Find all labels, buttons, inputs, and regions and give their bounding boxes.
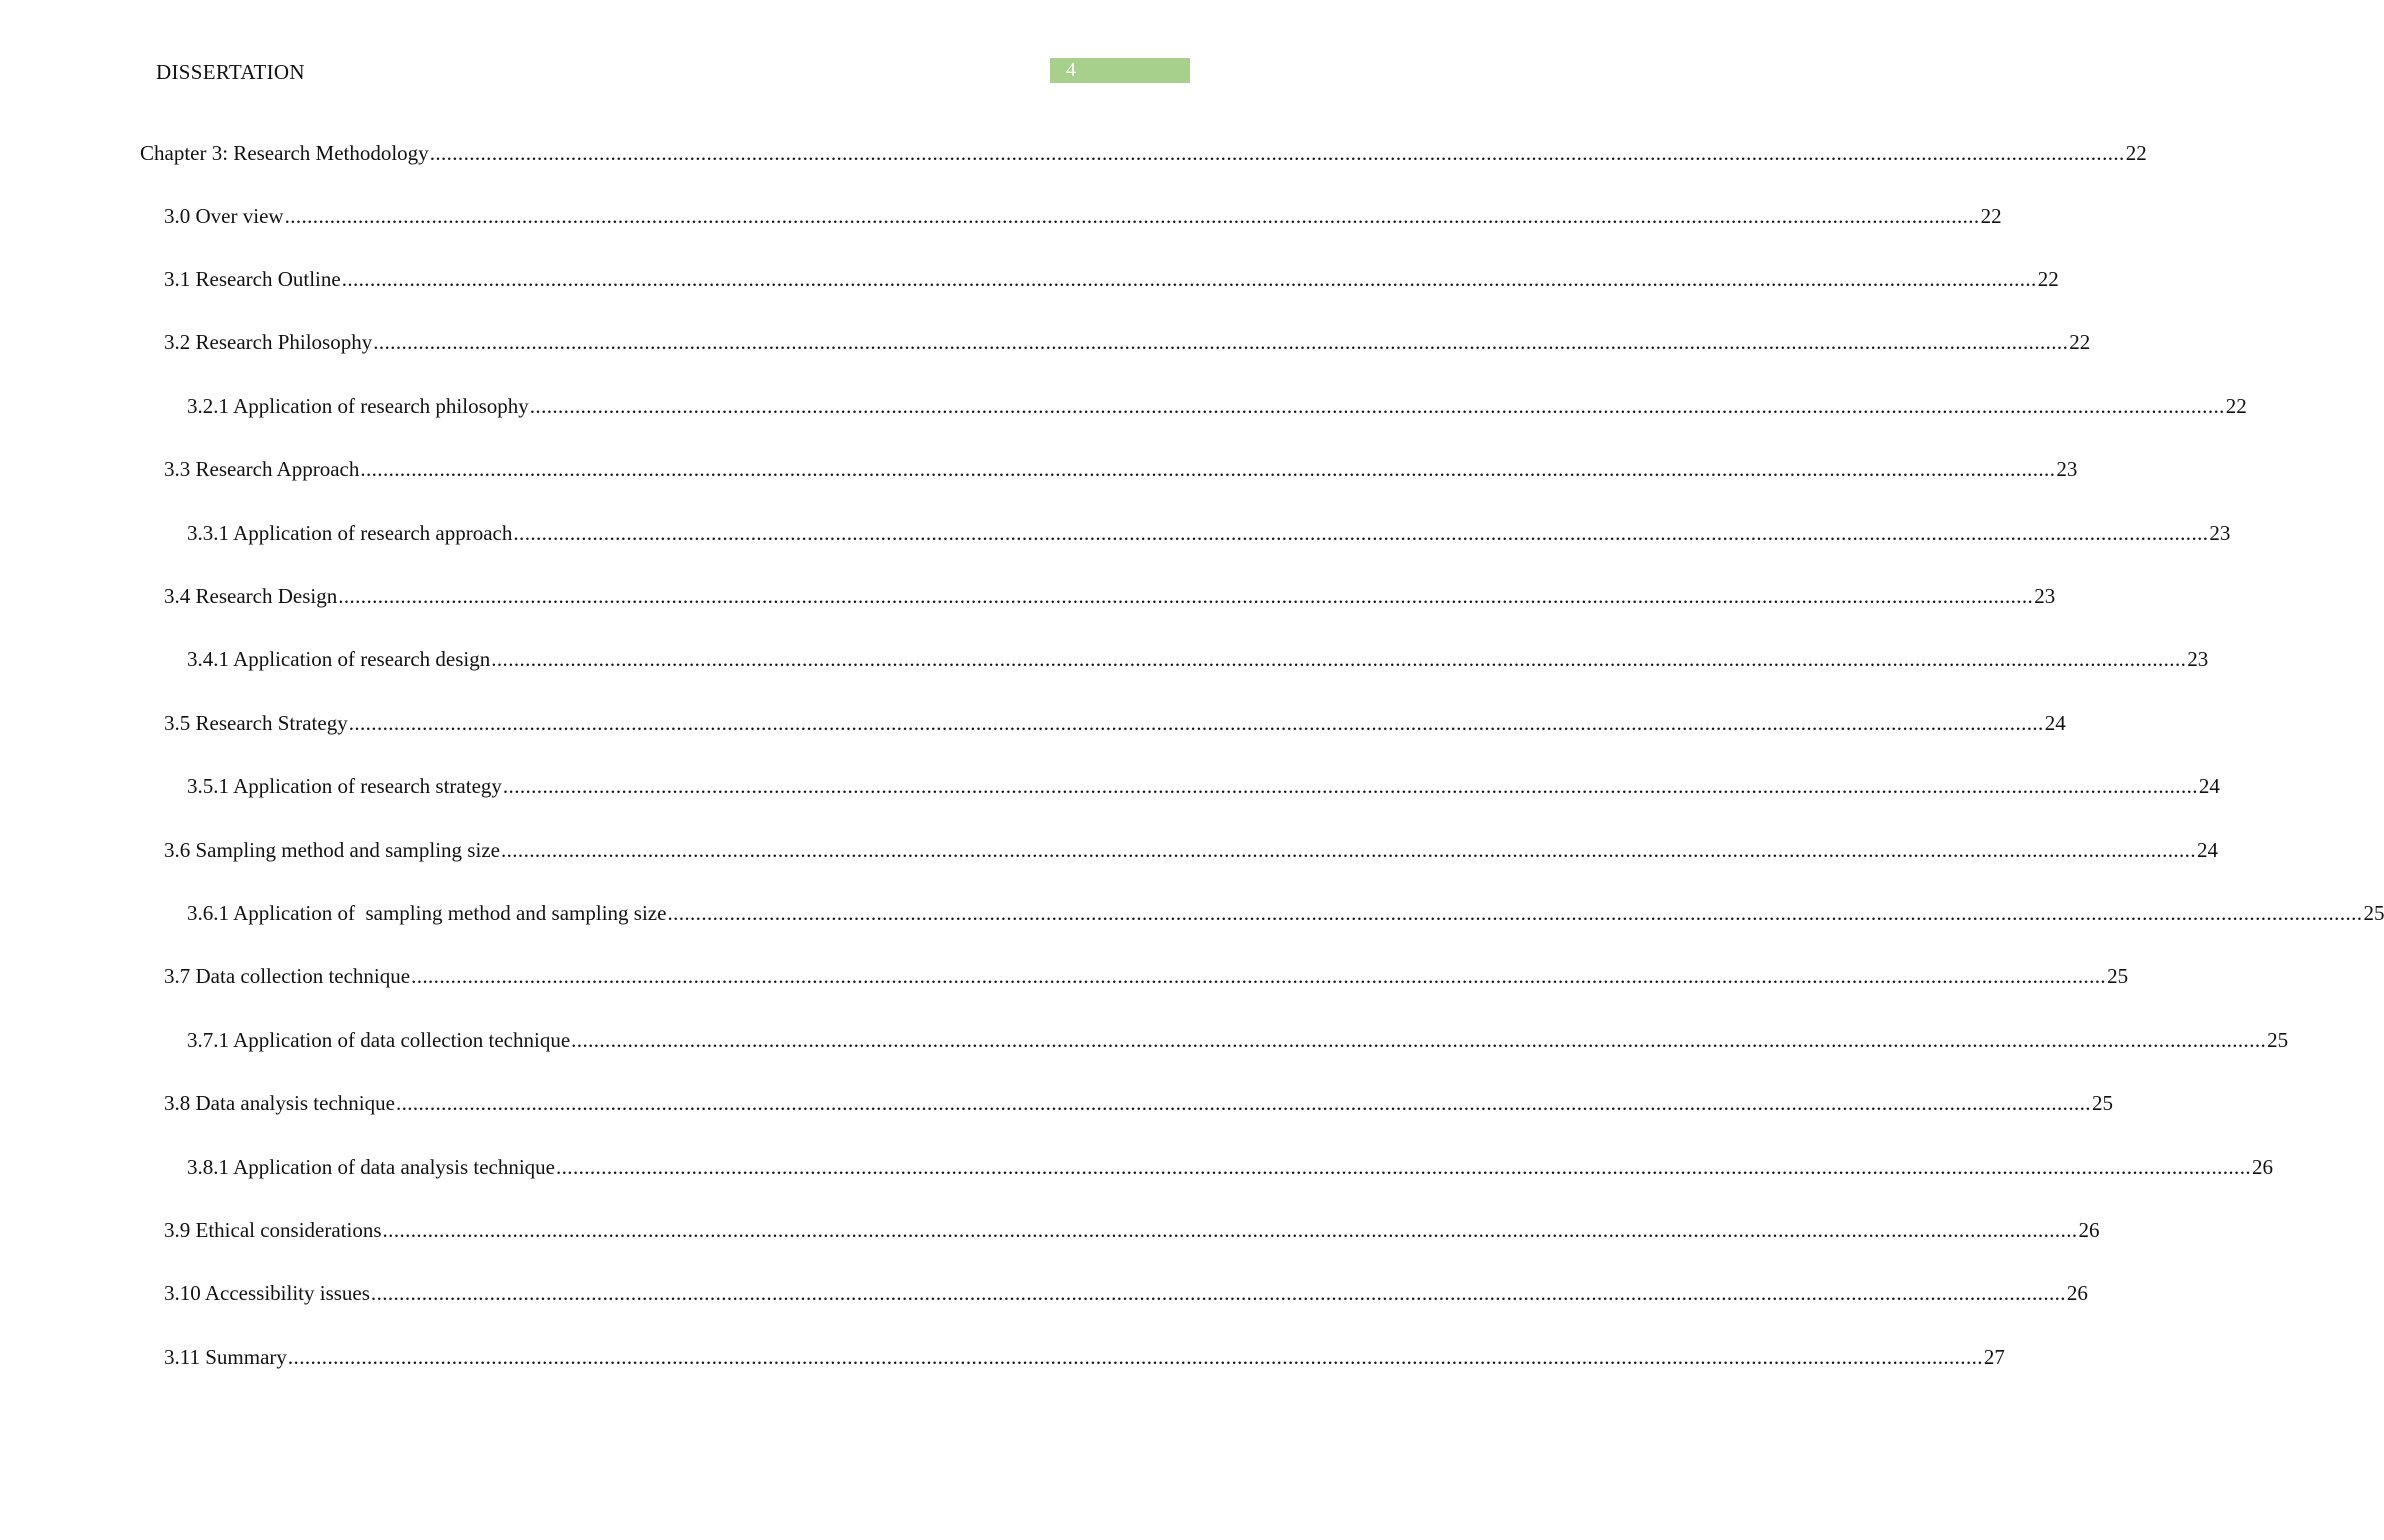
toc-entry[interactable]	[187, 899, 2384, 927]
toc-entry[interactable]	[187, 1153, 2273, 1181]
toc-dot-leader: ............................................................................................................................................................................................................................................................................................................	[502, 774, 2198, 798]
toc-entry-page: 25	[2091, 1091, 2113, 1115]
toc-entry[interactable]	[187, 392, 2247, 420]
page-header-title: DISSERTATION	[156, 60, 305, 84]
toc-entry[interactable]	[164, 836, 2218, 864]
toc-entry-label: 3.8 Data analysis technique	[164, 1091, 395, 1115]
toc-entry-page: 22	[2225, 394, 2247, 418]
toc-entry-page: 25	[2363, 901, 2384, 925]
toc-entry[interactable]	[164, 1216, 2100, 1244]
toc-entry[interactable]	[164, 265, 2059, 293]
toc-dot-leader: ............................................................................................................................................................................................................................................................................................................	[411, 964, 2107, 988]
toc-entry[interactable]	[164, 1279, 2088, 1307]
toc-entry-page: 24	[2044, 711, 2066, 735]
toc-entry[interactable]	[187, 519, 2231, 547]
toc-entry-page: 26	[2078, 1218, 2100, 1242]
toc-entry-page: 25	[2107, 964, 2129, 988]
toc-entry[interactable]	[187, 772, 2220, 800]
toc-entry-label: 3.7 Data collection technique	[164, 964, 411, 988]
toc-entry[interactable]	[164, 455, 2078, 483]
toc-entry-label: 3.7.1 Application of data collection technique	[187, 1028, 571, 1052]
toc-dot-leader: ............................................................................................................................................................................................................................................................................................................	[382, 1218, 2078, 1242]
toc-entry-page: 23	[2209, 521, 2231, 545]
toc-entry-page: 26	[2252, 1155, 2273, 1179]
toc-entry[interactable]	[187, 1026, 2289, 1054]
toc-entry[interactable]	[164, 962, 2129, 990]
toc-entry-label: 3.3.1 Application of research approach	[187, 521, 513, 545]
toc-entry-label: 3.11 Summary	[164, 1345, 287, 1369]
toc-entry-page: 22	[2125, 141, 2147, 165]
toc-entry-page: 24	[2196, 838, 2218, 862]
toc-entry-page: 24	[2198, 774, 2220, 798]
toc-entry-page: 22	[2069, 330, 2091, 354]
toc-entry-label: 3.1 Research Outline	[164, 267, 341, 291]
toc-dot-leader: ............................................................................................................................................................................................................................................................................................................	[370, 1281, 2066, 1305]
toc-dot-leader: ............................................................................................................................................................................................................................................................................................................	[429, 141, 2125, 165]
toc-dot-leader: ............................................................................................................................................................................................................................................................................................................	[395, 1091, 2091, 1115]
toc-dot-leader: ............................................................................................................................................................................................................................................................................................................	[284, 204, 1980, 228]
toc-dot-leader: ............................................................................................................................................................................................................................................................................................................	[571, 1028, 2267, 1052]
toc-dot-leader: ............................................................................................................................................................................................................................................................................................................	[341, 267, 2037, 291]
toc-entry[interactable]	[164, 1089, 2113, 1117]
toc-dot-leader: ............................................................................................................................................................................................................................................................................................................	[529, 394, 2225, 418]
toc-entry[interactable]	[164, 709, 2066, 737]
toc-entry-label: 3.6.1 Application of sampling method and sampling size	[187, 901, 667, 925]
toc-entry-page: 26	[2066, 1281, 2088, 1305]
toc-entry-label: 3.0 Over view	[164, 204, 284, 228]
toc-dot-leader: ............................................................................................................................................................................................................................................................................................................	[513, 521, 2209, 545]
toc-entry-label: 3.2 Research Philosophy	[164, 330, 373, 354]
toc-entry-page: 23	[2034, 584, 2056, 608]
toc-entry-page: 22	[2037, 267, 2059, 291]
toc-dot-leader: ............................................................................................................................................................................................................................................................................................................	[338, 584, 2034, 608]
toc-dot-leader: ............................................................................................................................................................................................................................................................................................................	[500, 838, 2196, 862]
toc-entry[interactable]	[187, 645, 2209, 673]
toc-dot-leader: ............................................................................................................................................................................................................................................................................................................	[667, 901, 2363, 925]
toc-entry-label: 3.5.1 Application of research strategy	[187, 774, 502, 798]
toc-entry-label: 3.4 Research Design	[164, 584, 338, 608]
toc-entry-page: 23	[2187, 647, 2209, 671]
toc-entry-page: 25	[2267, 1028, 2289, 1052]
toc-dot-leader: ............................................................................................................................................................................................................................................................................................................	[491, 647, 2187, 671]
toc-dot-leader: ............................................................................................................................................................................................................................................................................................................	[348, 711, 2044, 735]
toc-dot-leader: ............................................................................................................................................................................................................................................................................................................	[373, 330, 2069, 354]
toc-entry[interactable]	[164, 1343, 2005, 1371]
toc-entry-label: 3.10 Accessibility issues	[164, 1281, 370, 1305]
toc-entry-label: 3.3 Research Approach	[164, 457, 360, 481]
toc-entry-label: 3.4.1 Application of research design	[187, 647, 491, 671]
page-number-badge: 4	[1050, 58, 1190, 83]
toc-entry-page: 22	[1980, 204, 2002, 228]
toc-entry-label: 3.8.1 Application of data analysis technique	[187, 1155, 555, 1179]
toc-entry[interactable]	[140, 139, 2147, 167]
toc-entry-label: 3.2.1 Application of research philosophy	[187, 394, 529, 418]
toc-dot-leader: ............................................................................................................................................................................................................................................................................................................	[360, 457, 2056, 481]
toc-entry-label: Chapter 3: Research Methodology	[140, 141, 429, 165]
toc-entry[interactable]	[164, 328, 2091, 356]
toc-entry-label: 3.6 Sampling method and sampling size	[164, 838, 500, 862]
toc-entry[interactable]	[164, 202, 2002, 230]
toc-entry-label: 3.9 Ethical considerations	[164, 1218, 382, 1242]
toc-dot-leader: ............................................................................................................................................................................................................................................................................................................	[556, 1155, 2251, 1179]
toc-entry-label: 3.5 Research Strategy	[164, 711, 348, 735]
toc-entry[interactable]	[164, 582, 2056, 610]
toc-entry-page: 23	[2056, 457, 2078, 481]
toc-entry-page: 27	[1983, 1345, 2005, 1369]
toc-dot-leader: ............................................................................................................................................................................................................................................................................................................	[287, 1345, 1983, 1369]
